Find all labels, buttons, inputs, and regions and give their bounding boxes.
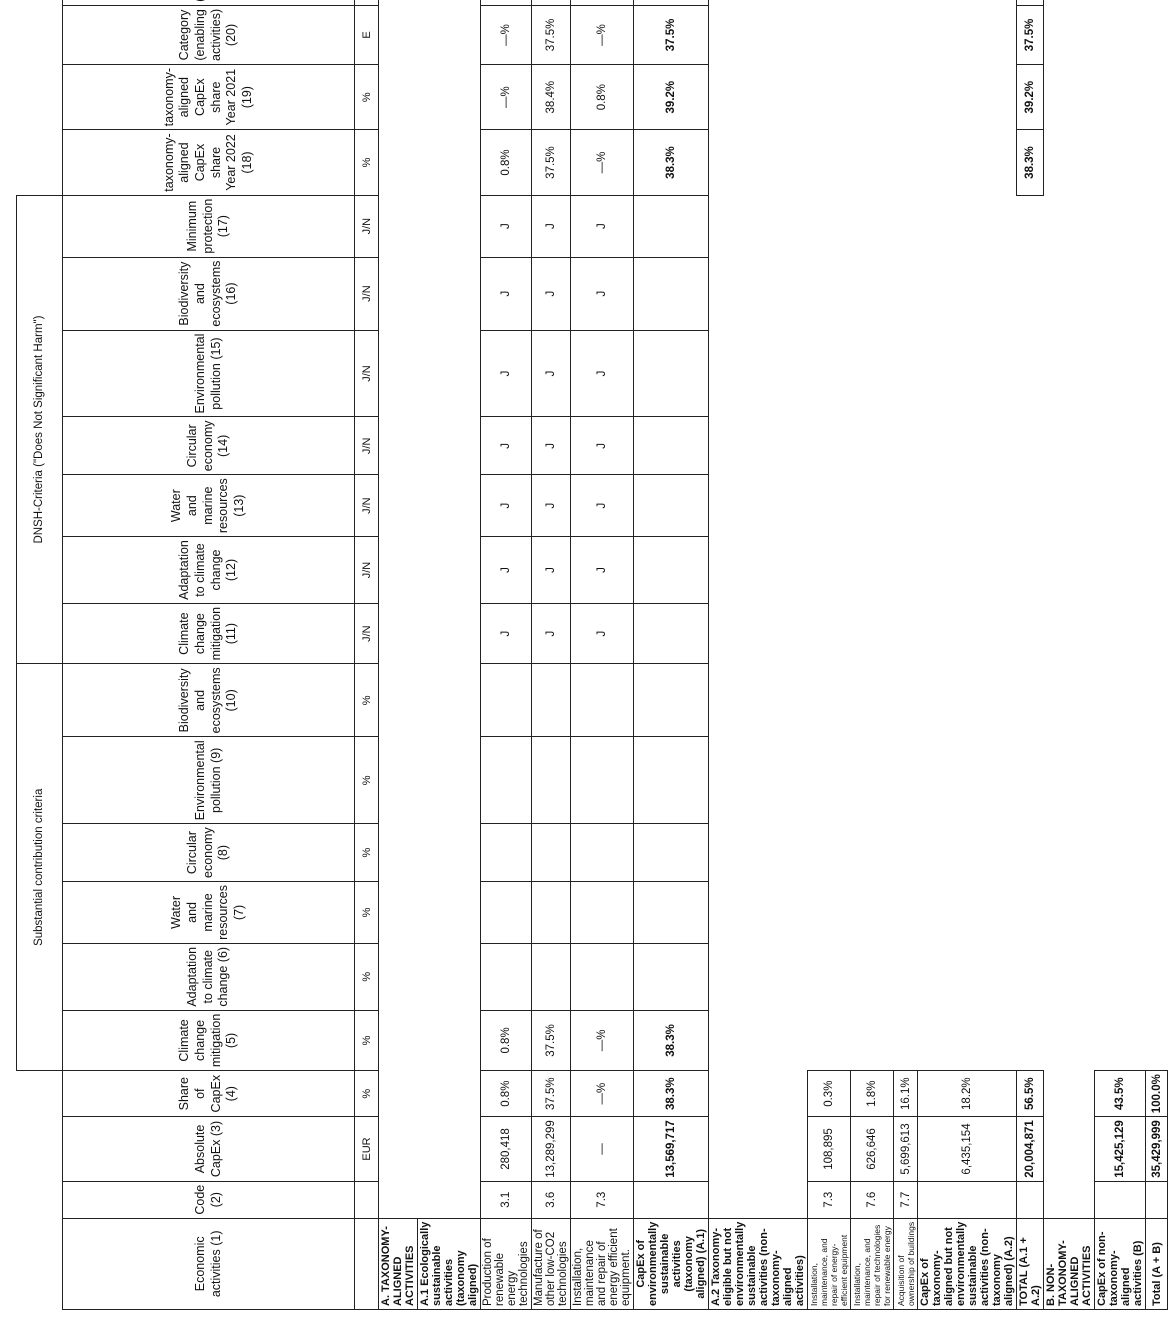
share-2022: 0.8% [481, 130, 532, 195]
share-capex: 1.8% [851, 1071, 894, 1117]
sc-cell [634, 664, 709, 737]
dnsh-cell: J [532, 195, 571, 257]
b-row-label: CapEx of non-taxonomy-aligned activities (B) [1095, 1218, 1146, 1309]
unit-dnsh: J/N [355, 417, 379, 475]
sc-mitigation: —% [571, 1010, 634, 1071]
activity-name: Manufacture of other low-CO2 technologies [532, 1218, 571, 1309]
blank [1044, 0, 1095, 1218]
unit-dnsh: J/N [355, 537, 379, 604]
blank [918, 0, 1017, 1071]
dnsh-cell [634, 603, 709, 664]
enabling: —% [481, 5, 532, 64]
header-share-2021: taxonomy-aligned CapEx share Year 2021 (19) [63, 64, 355, 129]
header-economic-activities: Economic activities (1) [63, 1218, 355, 1309]
header-absolute-capex: Absolute CapEx (3) [63, 1117, 355, 1182]
transitional [481, 0, 532, 5]
blank [1095, 1181, 1146, 1218]
dnsh-cell: J [532, 330, 571, 417]
dnsh-cell: J [481, 195, 532, 257]
dnsh-cell: J [481, 537, 532, 604]
section-row-a2 [709, 0, 808, 1310]
b-row [1095, 0, 1146, 1310]
header-dnsh-mitigation: Climate change mitigation (11) [63, 603, 355, 664]
a1-total-sc-mitigation: 38.3% [634, 1010, 709, 1071]
units-row [355, 0, 379, 1310]
a1-total-transitional [634, 0, 709, 5]
eu-taxonomy-capex-table [16, 0, 1168, 1310]
unit-dnsh: J/N [355, 195, 379, 257]
sc-cell [571, 943, 634, 1010]
table-row [571, 0, 634, 1310]
header-transitional [63, 0, 355, 5]
section-row-a1 [418, 0, 481, 1310]
dnsh-cell [634, 475, 709, 537]
a1-total-2021: 39.2% [634, 64, 709, 129]
activity-code: 7.7 [894, 1181, 918, 1218]
dnsh-cell: J [571, 417, 634, 475]
share-capex: 16.1% [894, 1071, 918, 1117]
unit-dnsh: J/N [355, 475, 379, 537]
share-capex: 0.3% [808, 1071, 851, 1117]
unit-absolute: EUR [355, 1117, 379, 1182]
table-row [532, 0, 571, 1310]
a1-total-2022: 38.3% [634, 130, 709, 195]
dnsh-cell: J [481, 330, 532, 417]
header-sc-mitigation: Climate change mitigation (5) [63, 1010, 355, 1071]
total-ab-share: 100.0% [1146, 1071, 1168, 1117]
sc-cell [571, 664, 634, 737]
blank [379, 0, 418, 1218]
header-dnsh-water: Water and marine resources (13) [63, 475, 355, 537]
blank [918, 1181, 1017, 1218]
unit-transitional [355, 0, 379, 5]
dnsh-cell: J [571, 603, 634, 664]
dnsh-cell: J [571, 537, 634, 604]
total-a-2022: 38.3% [1017, 130, 1044, 195]
header-dnsh-biodiversity: Biodiversity and ecosystems (16) [63, 257, 355, 330]
sc-cell [532, 882, 571, 944]
blank [1146, 1181, 1168, 1218]
total-ab-row [1146, 0, 1168, 1310]
unit-dnsh: J/N [355, 330, 379, 417]
dnsh-cell: J [571, 475, 634, 537]
dnsh-cell [634, 330, 709, 417]
dnsh-cell: J [481, 475, 532, 537]
share-2021: 38.4% [532, 64, 571, 129]
section-row-a [379, 0, 418, 1310]
unit-dnsh: J/N [355, 603, 379, 664]
header-dnsh-adaptation: Adaptation to climate change (12) [63, 537, 355, 604]
total-a-enabling: 37.5% [1017, 5, 1044, 64]
dnsh-cell: J [481, 603, 532, 664]
unit-share-2021: % [355, 64, 379, 129]
blank [894, 0, 918, 1071]
section-a-label: A. TAXONOMY-ALIGNED ACTIVITIES [379, 1218, 418, 1309]
activity-code: 7.3 [571, 1181, 634, 1218]
a2-total-absolute: 6,435,154 [918, 1117, 1017, 1182]
blank [808, 0, 851, 1071]
dnsh-cell [634, 537, 709, 604]
activity-name: Installation, maintenance, and repair of technologies for renewable energy [851, 1218, 894, 1309]
table-row [481, 0, 532, 1310]
table-row [894, 0, 918, 1310]
activity-code: 3.6 [532, 1181, 571, 1218]
total-a-2021: 39.2% [1017, 64, 1044, 129]
unit-share-2022: % [355, 130, 379, 195]
blank [851, 0, 894, 1071]
column-header-row [63, 0, 355, 1310]
activity-code: 7.3 [808, 1181, 851, 1218]
blank [1146, 0, 1168, 1071]
unit-sc: % [355, 943, 379, 1010]
sc-cell [571, 882, 634, 944]
table-row [808, 0, 851, 1310]
header-share-2022: taxonomy-aligned CapEx share Year 2022 (18) [63, 130, 355, 195]
unit-sc: % [355, 824, 379, 882]
a2-total-share: 18.2% [918, 1071, 1017, 1117]
dnsh-cell: J [532, 537, 571, 604]
a2-total-label: CapEx of taxonomy-aligned but not environmentally sustainable activities (non-taxonomy aligned) (A.2) [918, 1218, 1017, 1309]
unit-blank [355, 1181, 379, 1218]
blank [709, 0, 808, 1218]
sc-cell [634, 943, 709, 1010]
sc-cell [634, 824, 709, 882]
blank [634, 1181, 709, 1218]
unit-sc: % [355, 882, 379, 944]
section-b-label: B. NON-TAXONOMY-ALIGNED ACTIVITIES [1044, 1218, 1095, 1309]
absolute-capex: 626,646 [851, 1117, 894, 1182]
share-capex: 37.5% [532, 1071, 571, 1117]
header-sc-pollution: Environmental pollution (9) [63, 737, 355, 824]
sc-cell [481, 824, 532, 882]
b-row-absolute: 15,425,129 [1095, 1117, 1146, 1182]
absolute-capex: 108,895 [808, 1117, 851, 1182]
sc-cell [532, 737, 571, 824]
group-dnsh-criteria: DNSH-Criteria ("Does Not Significant Harm") [17, 195, 63, 664]
section-row-b [1044, 0, 1095, 1310]
header-sc-biodiversity: Biodiversity and ecosystems (10) [63, 664, 355, 737]
sc-cell [481, 943, 532, 1010]
enabling: 37.5% [532, 5, 571, 64]
activity-name: Acquisition of ownership of buildings [894, 1218, 918, 1309]
a1-total-absolute: 13,569,717 [634, 1117, 709, 1182]
header-dnsh-pollution: Environmental pollution (15) [63, 330, 355, 417]
sc-cell [481, 664, 532, 737]
blank [1095, 0, 1146, 1071]
blank [418, 0, 481, 1218]
sc-cell [634, 882, 709, 944]
total-a-row [1017, 0, 1044, 1310]
sc-mitigation: 0.8% [481, 1010, 532, 1071]
header-sc-water: Water and marine resources (7) [63, 882, 355, 944]
unit-enabling: E [355, 5, 379, 64]
absolute-capex: 280,418 [481, 1117, 532, 1182]
sc-cell [634, 737, 709, 824]
header-share-capex: Share of CapEx (4) [63, 1071, 355, 1117]
activity-name: Production of renewable energy technologies [481, 1218, 532, 1309]
transitional [571, 0, 634, 5]
activity-code: 3.1 [481, 1181, 532, 1218]
total-a-share: 56.5% [1017, 1071, 1044, 1117]
header-dnsh-circular: Circular economy (14) [63, 417, 355, 475]
unit-sc: % [355, 737, 379, 824]
section-a2-label: A.2 Taxonomy-eligible but not environmentally sustainable activities (non-taxonomy-aligned activities) [709, 1218, 808, 1309]
sc-cell [532, 664, 571, 737]
dnsh-cell [634, 195, 709, 257]
sc-cell [481, 737, 532, 824]
a1-total-enabling: 37.5% [634, 5, 709, 64]
dnsh-cell: J [532, 257, 571, 330]
dnsh-cell: J [481, 257, 532, 330]
dnsh-cell: J [481, 417, 532, 475]
blank [1017, 195, 1044, 1070]
a1-total-label: CapEx of environmentally sustainable activities (taxonomy aligned) (A.1) [634, 1218, 709, 1309]
dnsh-cell: J [532, 417, 571, 475]
share-capex: —% [571, 1071, 634, 1117]
total-a-absolute: 20,004,871 [1017, 1117, 1044, 1182]
unit-blank [355, 1218, 379, 1309]
dnsh-cell: J [571, 257, 634, 330]
a1-total-share: 38.3% [634, 1071, 709, 1117]
unit-share: % [355, 1071, 379, 1117]
share-2022: —% [571, 130, 634, 195]
sc-cell [532, 824, 571, 882]
activity-name: Installation, maintenance and repair of energy efficient equipment. [571, 1218, 634, 1309]
blank [17, 0, 63, 195]
transitional [532, 0, 571, 5]
dnsh-cell [634, 257, 709, 330]
dnsh-cell: J [532, 603, 571, 664]
absolute-capex: — [571, 1117, 634, 1182]
enabling: —% [571, 5, 634, 64]
absolute-capex: 5,699,613 [894, 1117, 918, 1182]
group-substantial-contribution: Substantial contribution criteria [17, 664, 63, 1071]
share-2021: —% [481, 64, 532, 129]
sc-cell [481, 882, 532, 944]
blank [17, 1071, 63, 1310]
header-code: Code (2) [63, 1181, 355, 1218]
blank [1017, 1181, 1044, 1218]
group-header-row [17, 0, 63, 1310]
header-enabling: Category (enabling activities) (20) [63, 5, 355, 64]
absolute-capex: 13,289,299 [532, 1117, 571, 1182]
header-sc-circular: Circular economy (8) [63, 824, 355, 882]
a2-total-row [918, 0, 1017, 1310]
activity-code: 7.6 [851, 1181, 894, 1218]
dnsh-cell [634, 417, 709, 475]
share-2021: 0.8% [571, 64, 634, 129]
dnsh-cell: J [571, 330, 634, 417]
a1-total-row [634, 0, 709, 1310]
unit-sc: % [355, 664, 379, 737]
total-a-transitional [1017, 0, 1044, 5]
share-2022: 37.5% [532, 130, 571, 195]
dnsh-cell: J [532, 475, 571, 537]
rotated-table-wrapper [16, 8, 1163, 1310]
dnsh-cell: J [571, 195, 634, 257]
sc-cell [532, 943, 571, 1010]
header-dnsh-minimum-protection: Minimum protection (17) [63, 195, 355, 257]
sc-mitigation: 37.5% [532, 1010, 571, 1071]
sc-cell [571, 737, 634, 824]
header-sc-adaptation: Adaptation to climate change (6) [63, 943, 355, 1010]
table-row [851, 0, 894, 1310]
unit-dnsh: J/N [355, 257, 379, 330]
total-ab-label: Total (A + B) [1146, 1218, 1168, 1309]
sc-cell [571, 824, 634, 882]
total-ab-absolute: 35,429,999 [1146, 1117, 1168, 1182]
section-a1-label: A.1 Ecologically sustainable activities (taxonomy aligned) [418, 1218, 481, 1309]
b-row-share: 43.5% [1095, 1071, 1146, 1117]
activity-name: Installation, maintenance, and repair of energy-efficient equipment [808, 1218, 851, 1309]
share-capex: 0.8% [481, 1071, 532, 1117]
total-a-label: TOTAL (A.1 + A.2) [1017, 1218, 1044, 1309]
unit-sc: % [355, 1010, 379, 1071]
